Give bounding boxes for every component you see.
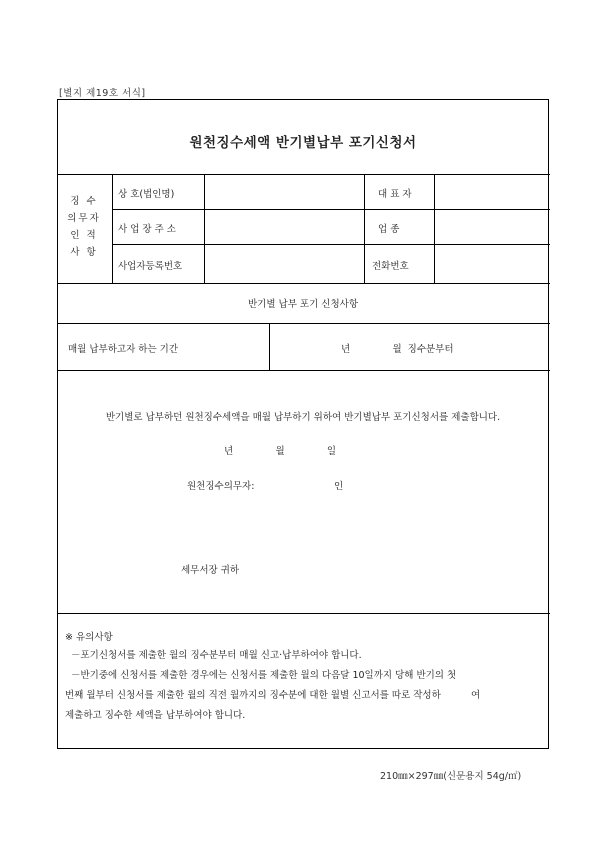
divider-label2-col — [434, 174, 435, 283]
label-company-name: 상 호(법인명) — [118, 189, 175, 200]
divider-withholder-end — [58, 283, 550, 284]
divider-row-2 — [112, 244, 550, 245]
side-label-line: 사 항 — [70, 247, 98, 258]
side-label-line: 인 적 — [70, 230, 98, 241]
divider-row-1 — [112, 209, 550, 210]
notes-section — [65, 628, 113, 648]
paper-size-note: 210㎜×297㎜(신문용지 54g/㎡) — [380, 771, 522, 782]
form-title: 원천징수세액 반기별납부 포기신청서 — [189, 135, 417, 151]
notes-heading: ※ 유의사항 — [65, 632, 113, 643]
side-label-line: 의무자 — [67, 213, 101, 224]
note-item: 번째 월부터 신청서를 제출한 월의 직전 월까지의 징수분에 대한 월별 신고서를 따로 작성하 여 — [65, 690, 481, 701]
divider-application-header — [58, 323, 550, 324]
notes-list — [65, 646, 543, 726]
divider-value-col — [364, 174, 365, 283]
note-item: 제출하고 징수한 세액을 납부하여야 합니다. — [65, 710, 246, 721]
label-phone-number: 전화번호 — [372, 261, 409, 272]
divider-side-label — [112, 174, 113, 283]
label-business-type: 업 종 — [378, 224, 400, 235]
addressee: 세무서장 귀하 — [181, 565, 240, 576]
period-value: 년 월 징수분부터 — [341, 344, 454, 355]
withholder-side-label — [57, 193, 111, 261]
divider-period — [58, 370, 550, 371]
withholder-signature-label: 원천징수의무자: — [187, 481, 255, 492]
note-item: －반기중에 신청서를 제출한 경우에는 신청서를 제출한 월의 다음달 10일까지 당해 반기의 첫 — [71, 670, 457, 681]
label-monthly-period: 매월 납부하고자 하는 기간 — [68, 344, 179, 355]
divider-label-col — [204, 174, 205, 283]
note-item: －포기신청서를 제출한 월의 징수분부터 매월 신고·납부하여야 합니다. — [71, 650, 362, 661]
side-label-line: 징 수 — [70, 196, 98, 207]
form-code-label: [별지 제19호 서식] — [59, 88, 146, 99]
divider-title — [58, 174, 550, 175]
divider-declaration — [58, 613, 550, 614]
label-business-address: 사 업 장 주 소 — [118, 224, 176, 235]
declaration-statement: 반기별로 납부하던 원천징수세액을 매월 납부하기 위하여 반기별납부 포기신청서를 제출합니다. — [105, 412, 501, 423]
label-business-reg-number: 사업자등록번호 — [118, 261, 183, 272]
application-section-header: 반기별 납부 포기 신청사항 — [247, 299, 358, 310]
label-representative: 대 표 자 — [378, 189, 412, 200]
divider-period-col — [269, 323, 270, 370]
declaration-date-line: 년 월 일 — [224, 446, 337, 457]
seal-mark: 인 — [334, 481, 344, 492]
